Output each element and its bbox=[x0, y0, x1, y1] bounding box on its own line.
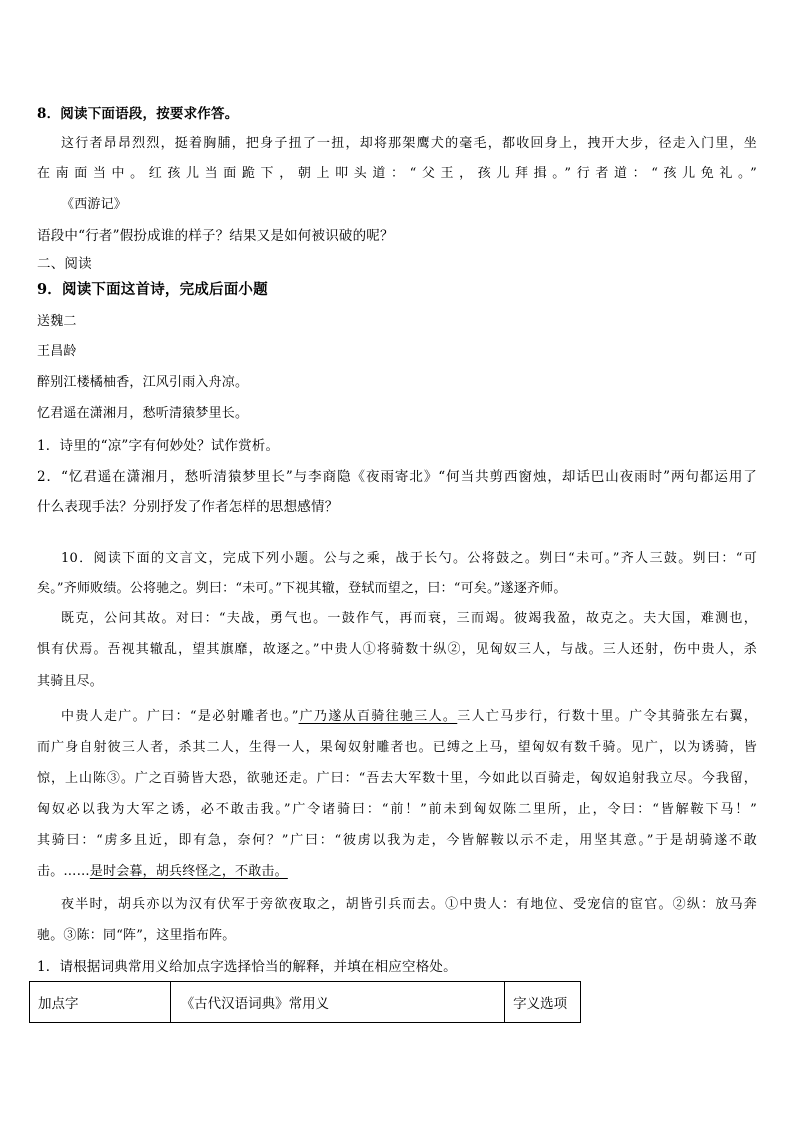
q10-line-4: 惧有伏焉。吾视其辙乱，望其旗靡，故逐之。”中贵人①将骑数十纵②，见匈奴三人，与战。三人还射，伤中贵人，杀 bbox=[37, 642, 757, 657]
q9-subquestion-2-line-2: 什么表现手法？分别抒发了作者怎样的思想感情？ bbox=[37, 499, 339, 515]
q8-passage-line-1: 这行者昂昂烈烈，挺着胸脯，把身子扭了一扭，却将那架鹰犬的毫毛，都收回身上，拽开大步，径走入门里，坐 bbox=[61, 136, 757, 151]
underlined-sentence-2: 是时会暮，胡兵终怪之，不敢击。 bbox=[89, 864, 288, 879]
q8-passage-line-2: 在南面当中。红孩儿当面跪下，朝上叩头道：“父王，孩儿拜揖。”行者道：“孩儿免礼。” bbox=[37, 166, 757, 181]
poem-author: 王昌龄 bbox=[37, 344, 77, 359]
q10-line-2: 矣。”齐师败绩。公将驰之。刿曰：“未可。”下视其辙，登轼而望之，曰：“可矣。”遂逐齐师。 bbox=[37, 581, 567, 596]
q10-subquestion-1: 1．请根据词典常用义给加点字选择恰当的解释，并填在相应空格处。 bbox=[37, 959, 457, 975]
q10-line-8: 惊，上山陈③。广之百骑皆大恐，欲驰还走。广曰：“吾去大军数十里，今如此以百骑走，匈奴追射我立尽。今我留， bbox=[37, 771, 757, 786]
q8-source: 《西游记》 bbox=[61, 197, 128, 212]
q10-line-11-pre: 击。…… bbox=[37, 864, 90, 879]
q8-heading: 8．阅读下面语段，按要求作答。 bbox=[37, 106, 239, 122]
poem-title: 送魏二 bbox=[37, 314, 77, 329]
q10-line-6-pre: 中贵人走广。广曰：“是必射雕者也。” bbox=[61, 709, 299, 724]
q9-heading: 9．阅读下面这首诗，完成后面小题 bbox=[37, 281, 268, 298]
q10-line-10: 其骑曰：“虏多且近，即有急，奈何？”广曰：“彼虏以我为走，今皆解鞍以示不走，用坚其意。”于是胡骑遂不敢 bbox=[37, 833, 757, 848]
table-header-cell: 加点字 bbox=[30, 982, 171, 1023]
q8-question: 语段中“行者”假扮成谁的样子？结果又是如何被识破的呢？ bbox=[37, 228, 394, 244]
table-header-row bbox=[30, 982, 581, 1023]
q10-line-6 bbox=[61, 707, 757, 727]
section-title: 二、阅读 bbox=[37, 256, 92, 272]
q10-line-3: 既克，公问其故。对曰：“夫战，勇气也。一鼓作气，再而衰，三而竭。彼竭我盈，故克之。夫大国，难测也， bbox=[61, 611, 757, 626]
q10-line-12: 夜半时，胡兵亦以为汉有伏军于旁欲夜取之，胡皆引兵而去。①中贵人：有地位、受宠信的宦官。②纵：放马奔 bbox=[61, 897, 757, 912]
q10-line-1: 10．阅读下面的文言文，完成下列小题。公与之乘，战于长勺。公将鼓之。刿曰“未可。”齐人三鼓。刿曰：“可 bbox=[61, 551, 757, 566]
poem-line-2: 忆君遥在潇湘月，愁听清猿梦里长。 bbox=[37, 406, 249, 421]
q9-subquestion-2-line-1: 2．“忆君遥在潇湘月，愁听清猿梦里长”与李商隐《夜雨寄北》“何当共剪西窗烛，却话巴山夜雨时”两句都运用了 bbox=[37, 469, 757, 485]
table-header-cell: 字义选项 bbox=[505, 982, 581, 1023]
q10-line-5: 其骑且尽。 bbox=[37, 674, 104, 689]
q10-line-9: 匈奴必以我为大军之诱，必不敢击我。”广令诸骑曰：“前！”前未到匈奴陈二里所，止，令曰：“皆解鞍下马！” bbox=[37, 802, 757, 817]
q10-line-11 bbox=[37, 862, 288, 882]
q10-line-6-post: 三人亡马步行，行数十里。广令其骑张左右翼， bbox=[457, 709, 757, 724]
q10-line-7: 而广身自射彼三人者，杀其二人，生得一人，果匈奴射雕者也。已缚之上马，望匈奴有数千骑。见广，以为诱骑，皆 bbox=[37, 740, 757, 755]
q9-subquestion-1: 1．诗里的“凉”字有何妙处？试作赏析。 bbox=[37, 438, 280, 454]
poem-line-1: 醉别江楼橘柚香，江风引雨入舟凉。 bbox=[37, 375, 249, 390]
table-header-cell: 《古代汉语词典》常用义 bbox=[170, 982, 504, 1023]
dictionary-table bbox=[29, 981, 581, 1023]
q10-line-13: 驰。③陈：同“阵”，这里指布阵。 bbox=[37, 928, 236, 943]
underlined-sentence-1: 广乃遂从百骑往驰三人。 bbox=[298, 709, 458, 724]
